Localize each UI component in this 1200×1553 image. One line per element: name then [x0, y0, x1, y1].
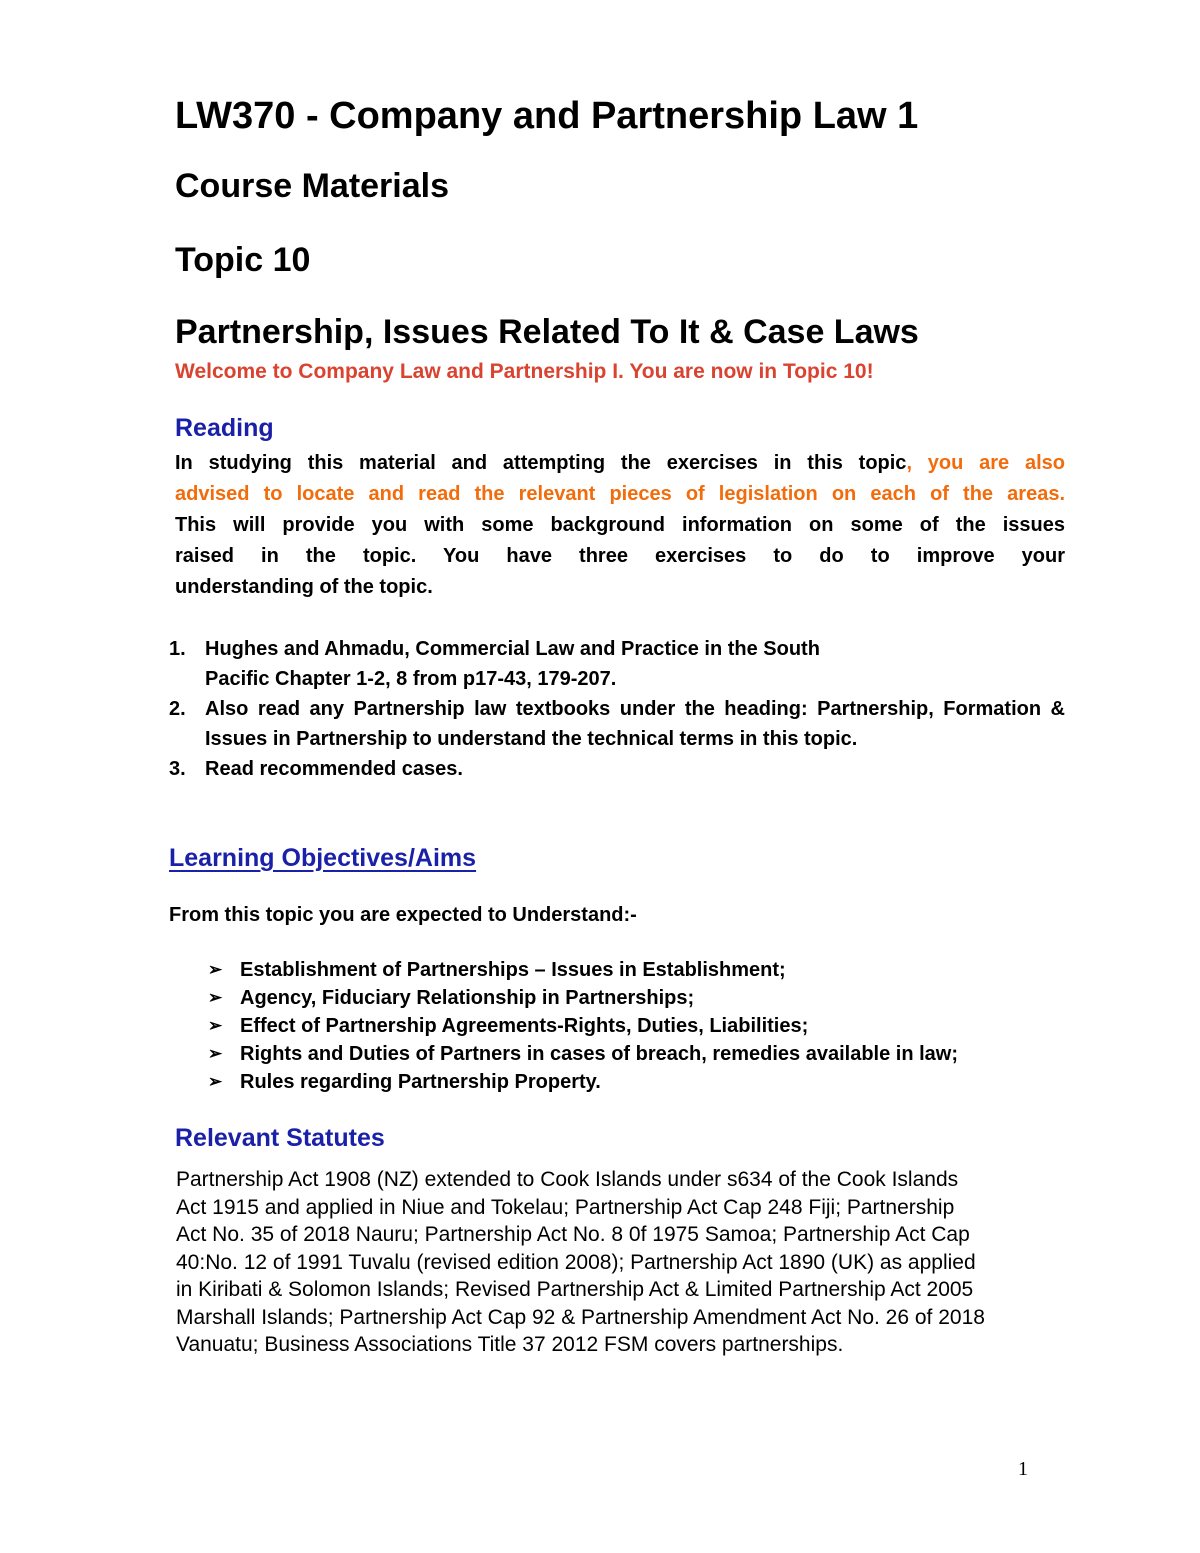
topic-number: Topic 10 — [175, 241, 311, 279]
statutes-line: Partnership Act 1908 (NZ) extended to Cook Islands under s634 of the Cook Islands — [176, 1168, 959, 1191]
reading-intro-line-3: This will provide you with some background information on some of the issues — [175, 514, 1065, 536]
objective-item: ➢ Rules regarding Partnership Property. — [204, 1068, 958, 1096]
statutes-line: Marshall Islands; Partnership Act Cap 92 & Partnership Amendment Act No. 26 of 2018 — [176, 1305, 985, 1329]
statutes-line: in Kiribati & Solomon Islands; Revised Partnership Act & Limited Partnership Act 2005 — [176, 1278, 974, 1301]
reading-intro-line-4: raised in the topic. You have three exercises to do to improve your — [175, 545, 1065, 567]
reading-intro-line-2: advised to locate and read the relevant pieces of legislation on each of the areas. — [175, 483, 1065, 505]
arrow-bullet-icon: ➢ — [208, 960, 223, 979]
objective-item: ➢ Rights and Duties of Partners in cases of breach, remedies available in law; — [204, 1040, 958, 1068]
reading-intro-line-1: In studying this material and attempting the exercises in this topic, you are also — [175, 452, 1065, 474]
reading-heading: Reading — [175, 414, 274, 442]
arrow-bullet-icon: ➢ — [208, 1072, 223, 1091]
objective-item: ➢ Effect of Partnership Agreements-Rights, Duties, Liabilities; — [204, 1012, 958, 1040]
arrow-bullet-icon: ➢ — [208, 1044, 223, 1063]
statutes-heading: Relevant Statutes — [175, 1124, 385, 1152]
objectives-heading: Learning Objectives/Aims — [169, 844, 477, 872]
document-subtitle: Course Materials — [175, 167, 449, 205]
topic-title: Partnership, Issues Related To It & Case Laws — [175, 313, 919, 351]
statutes-line: Act 1915 and applied in Niue and Tokelau; Partnership Act Cap 248 Fiji; Partnership — [176, 1195, 955, 1219]
objectives-list — [204, 956, 958, 1096]
statutes-line: Act No. 35 of 2018 Nauru; Partnership Act No. 8 0f 1975 Samoa; Partnership Act Cap — [176, 1223, 970, 1246]
objectives-intro: From this topic you are expected to Understand:- — [169, 904, 637, 926]
document-title: LW370 - Company and Partnership Law 1 — [175, 95, 919, 137]
reading-list-item: 2. Also read any Partnership law textbooks under the heading: Partnership, Formation & Issues in Partnership to understand the technical terms in this topic. — [169, 698, 1065, 750]
statutes-paragraph — [176, 1166, 1080, 1359]
reading-intro — [175, 448, 1065, 603]
arrow-bullet-icon: ➢ — [208, 1016, 223, 1035]
arrow-bullet-icon: ➢ — [208, 988, 223, 1007]
objective-item: ➢ Agency, Fiduciary Relationship in Partnerships; — [204, 984, 958, 1012]
reading-intro-line-5: understanding of the topic. — [175, 576, 433, 598]
reading-list-item: 1. Hughes and Ahmadu, Commercial Law and Practice in the South Pacific Chapter 1-2, 8 from p17-43, 179-207. — [169, 638, 820, 690]
statutes-line: Vanuatu; Business Associations Title 37 2012 FSM covers partnerships. — [176, 1333, 844, 1356]
objective-item: ➢ Establishment of Partnerships – Issues in Establishment; — [204, 956, 958, 984]
welcome-message: Welcome to Company Law and Partnership I. You are now in Topic 10! — [175, 360, 874, 383]
reading-list — [169, 634, 1065, 784]
statutes-line: 40:No. 12 of 1991 Tuvalu (revised edition 2008); Partnership Act 1890 (UK) as applied — [176, 1250, 976, 1274]
reading-list-item: 3. Read recommended cases. — [169, 758, 463, 780]
page-number: 1 — [1018, 1458, 1028, 1480]
